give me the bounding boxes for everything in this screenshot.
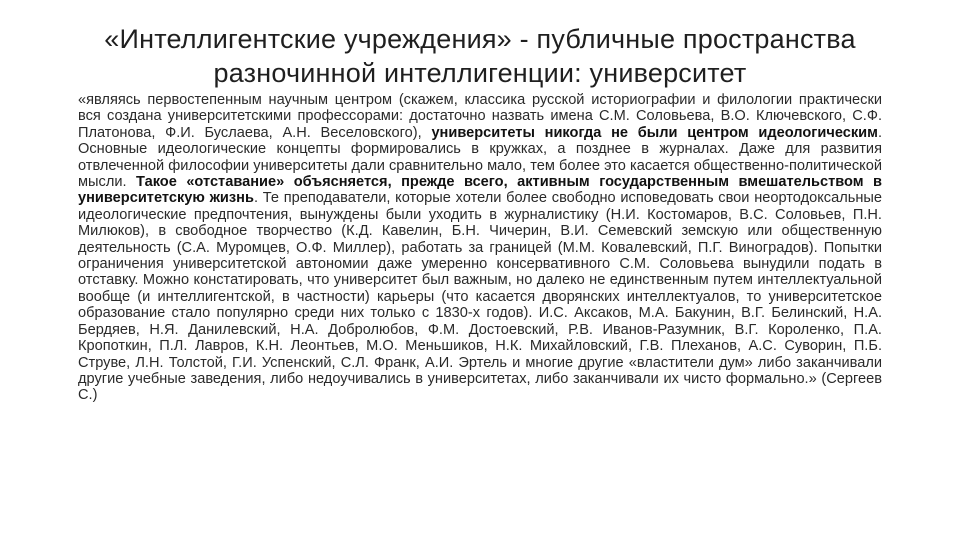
paragraph-text: . Основные идеологические концепты формировались в кружках, а позднее в журналах. Даже для развития отвлеченной философии университеты дали сравнительно мало, тем более это касается общественно-политической мысли. — [78, 124, 882, 191]
quote-paragraph — [78, 92, 882, 404]
slide-title-line-1: «Интеллигентские учреждения» - публичные пространства — [104, 24, 856, 54]
slide-title — [60, 22, 900, 90]
slide-title-line-2: разночинной интеллигенции: университет — [213, 58, 747, 88]
paragraph-text: «являясь первостепенным научным центром (скажем, классика русской историографии и филологии практически вся создана университетскими профессорами: достаточно назвать имена С.М. Соловьева, В.О. Ключевского, С.Ф. Платонова, Ф.И. Буслаева, А.Н. Веселовского), — [78, 92, 882, 141]
emphasis-text: университеты никогда не были центром идеологическим — [431, 124, 878, 141]
paragraph-text: . Те преподаватели, которые хотели более свободно исповедовать свои неортодоксальные идеологические предпочтения, вынуждены были уходить в журналистику (Н.И. Костомаров, В.С. Соловьев, П.Н. Милюков), в свободное творчество (К.Д. Кавелин, Б.Н. Чичерин, В.И. Семевский земскую или общественную деятельность (С.А. Муромцев, О.Ф. Миллер), работать за границей (М.М. Ковалевский, П.Г. Виноградов). Попытки ограничения университетской автономии даже умеренно консервативного С.М. Соловьева вынудили подать в отставку. Можно констатировать, что университет был важным, но далеко не единственным путем интеллектуальной вообще (и интеллигентской, в частности) карьеры (что касается дворянских интеллектуалов, то университетское образование стало популярно среди них только с 1830-х годов). И.С. Аксаков, М.А. Бакунин, В.Г. Белинский, Н.А. Бердяев, Н.Я. Данилевский, Н.А. Добролюбов, Ф.М. Достоевский, Р.В. Иванов-Разумник, В.Г. Короленко, П.А. Кропоткин, П.Л. Лавров, К.Н. Леонтьев, М.О. Меньшиков, Н.К. Михайловский, Г.В. Плеханов, А.С. Суворин, П.Б. Струве, Л.Н. Толстой, Г.И. Успенский, С.Л. Франк, А.И. Эртель и многие другие «властители дум» либо заканчивали другие учебные заведения, либо недоучивались в университетах, либо заканчивали их чисто формально.» (Сергеев С.) — [78, 190, 882, 404]
emphasis-text: Такое «отставание» объясняется, прежде всего, активным государственным вмешательством в университетскую жизнь — [78, 174, 882, 207]
